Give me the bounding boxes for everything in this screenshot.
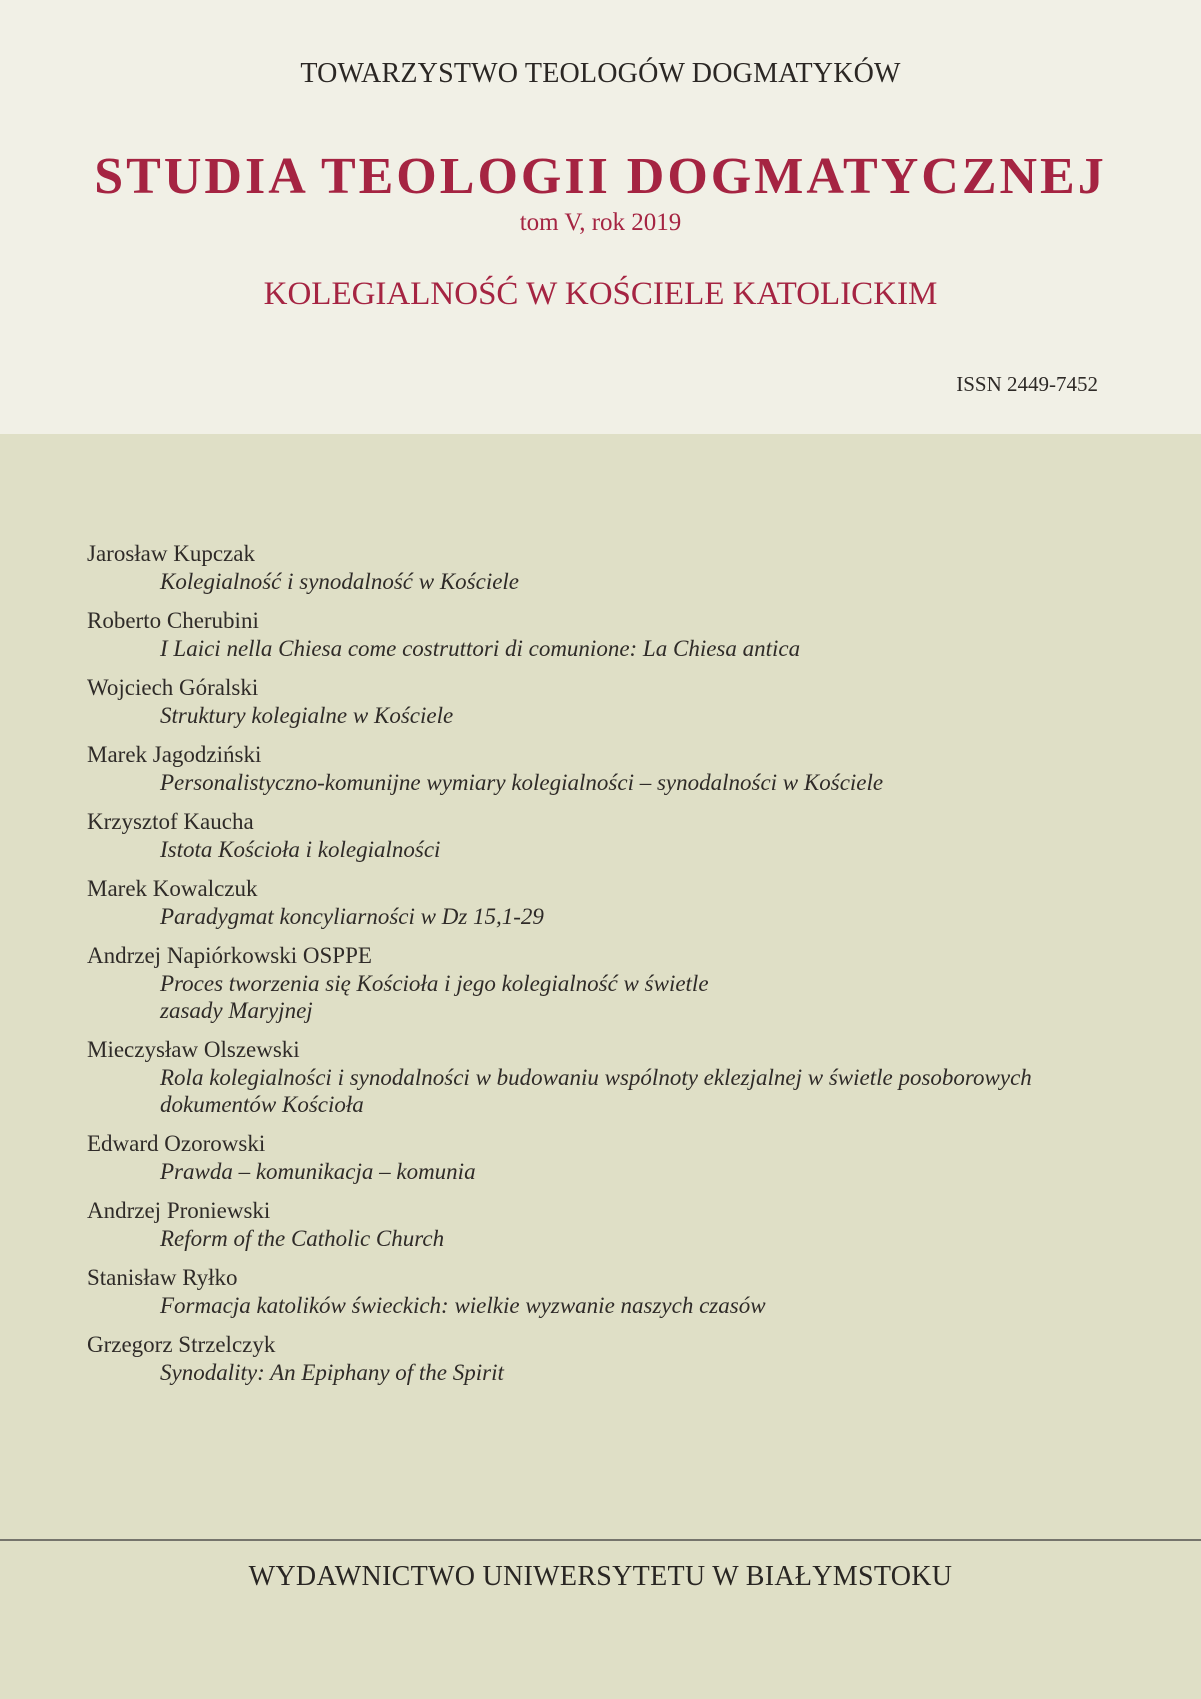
publisher-name: WYDAWNICTWO UNIWERSYTETU W BIAŁYMSTOKU bbox=[248, 1561, 953, 1592]
article-author: Roberto Cherubini bbox=[87, 608, 259, 633]
contents-entry bbox=[87, 673, 1127, 729]
article-author: Grzegorz Strzelczyk bbox=[87, 1332, 276, 1357]
contents-entry bbox=[87, 941, 1127, 1024]
article-author: Mieczysław Olszewski bbox=[87, 1037, 300, 1062]
article-title: Rola kolegialności i synodalności w budowaniu wspólnoty eklezjalnej w świetle posoborowych dokumentów Kościoła bbox=[160, 1065, 1032, 1117]
table-of-contents bbox=[87, 539, 1127, 1397]
article-author: Marek Kowalczuk bbox=[87, 876, 258, 901]
article-author: Krzysztof Kaucha bbox=[87, 809, 254, 834]
contents-entry bbox=[87, 539, 1127, 595]
article-author: Marek Jagodziński bbox=[87, 742, 262, 767]
contents-entry bbox=[87, 1035, 1127, 1118]
contents-entry bbox=[87, 1263, 1127, 1319]
contents-entry bbox=[87, 740, 1127, 796]
contents-entry bbox=[87, 1330, 1127, 1386]
article-title: Prawda – komunikacja – komunia bbox=[160, 1159, 476, 1184]
issn-number: ISSN 2449-7452 bbox=[956, 372, 1098, 396]
article-title: I Laici nella Chiesa come costruttori di comunione: La Chiesa antica bbox=[160, 636, 801, 661]
article-author: Jarosław Kupczak bbox=[87, 541, 255, 566]
article-author: Andrzej Proniewski bbox=[87, 1198, 271, 1223]
contents-entry bbox=[87, 807, 1127, 863]
article-title: Synodality: An Epiphany of the Spirit bbox=[160, 1360, 504, 1385]
article-title: Proces tworzenia się Kościoła i jego kolegialność w świetle zasady Maryjnej bbox=[160, 971, 709, 1023]
article-title: Paradygmat koncyliarności w Dz 15,1-29 bbox=[160, 904, 544, 929]
article-title: Kolegialność i synodalność w Kościele bbox=[160, 569, 520, 594]
article-title: Istota Kościoła i kolegialności bbox=[160, 837, 441, 862]
article-title: Personalistyczno-komunijne wymiary kolegialności – synodalności w Kościele bbox=[160, 770, 884, 795]
article-author: Stanisław Ryłko bbox=[87, 1265, 238, 1290]
article-title: Formacja katolików świeckich: wielkie wyzwanie naszych czasów bbox=[160, 1293, 766, 1318]
journal-title: STUDIA TEOLOGII DOGMATYCZNEJ bbox=[94, 148, 1107, 205]
society-name: TOWARZYSTWO TEOLOGÓW DOGMATYKÓW bbox=[300, 58, 901, 89]
volume-info: tom V, rok 2019 bbox=[519, 209, 682, 236]
contents-entry bbox=[87, 606, 1127, 662]
contents-entry bbox=[87, 874, 1127, 930]
article-author: Edward Ozorowski bbox=[87, 1131, 266, 1156]
article-author: Wojciech Góralski bbox=[87, 675, 259, 700]
issue-theme: KOLEGIALNOŚĆ W KOŚCIELE KATOLICKIM bbox=[263, 276, 938, 312]
footer-divider bbox=[0, 1539, 1201, 1541]
contents-entry bbox=[87, 1196, 1127, 1252]
article-author: Andrzej Napiórkowski OSPPE bbox=[87, 943, 372, 968]
article-title: Reform of the Catholic Church bbox=[160, 1226, 445, 1251]
contents-entry bbox=[87, 1129, 1127, 1185]
article-title: Struktury kolegialne w Kościele bbox=[160, 703, 454, 728]
